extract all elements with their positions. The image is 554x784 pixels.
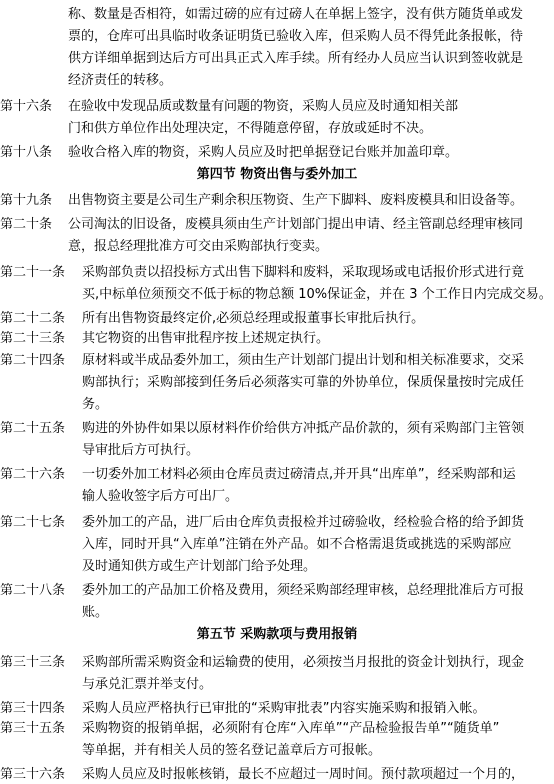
section-4-heading: 第四节 物资出售与委外加工 xyxy=(196,167,358,182)
clause-label: 第二十八条 xyxy=(0,583,66,598)
clause-line: 公司淘汰的旧设备，废模具须由生产计划部门提出申请、经主管副总经理审核同 xyxy=(68,217,524,232)
clause-line: 验收合格入库的物资，采购人员应及时把单据登记台账并加盖印章。 xyxy=(68,145,459,160)
clause-line: 采购人员应严格执行已审批的“采购审批表”内容实施采购和报销入帐。 xyxy=(82,701,486,716)
clause-label: 第二十七条 xyxy=(0,515,66,530)
clause-line: 及时通知供方或生产计划部门给予处理。 xyxy=(82,559,317,574)
clause-label: 第二十五条 xyxy=(0,421,66,436)
clause-label: 第二十二条 xyxy=(0,311,66,326)
clause-line: 导审批后方可执行。 xyxy=(82,443,200,458)
clause-line: 意，报总经理批准方可交由采购部执行变卖。 xyxy=(68,239,329,254)
clause-label: 第二十条 xyxy=(0,217,53,232)
clause-line: 与承兑汇票并举支付。 xyxy=(82,677,213,692)
clause-label: 第十九条 xyxy=(0,193,53,208)
clause-line: 所有出售物资最终定价,必须总经理或报董事长审批后执行。 xyxy=(82,311,425,326)
clause-label: 第十六条 xyxy=(0,99,53,114)
clause-line: 采购部所需采购资金和运输费的使用，必须按当月报批的资金计划执行，现金 xyxy=(82,655,525,670)
clause-label: 第二十六条 xyxy=(0,467,66,482)
clause-line: 购进的外协件如果以原材料作价给供方冲抵产品价款的，须有采购部门主管领 xyxy=(82,421,525,436)
clause-line: 原材料或半成品委外加工，须由生产计划部门提出计划和相关标准要求，交采 xyxy=(82,353,525,368)
clause-line: 委外加工的产品，进厂后由仓库负责报检并过磅验收，经检验合格的给予卸货 xyxy=(82,515,525,530)
clause-line: 一切委外加工材料必须由仓库员责过磅清点,并开具“出库单”，经采购部和运 xyxy=(82,467,516,482)
clause-line: 门和供方单位作出处理决定，不得随意停留，存放或延时不决。 xyxy=(68,121,433,136)
clause-label: 第二十一条 xyxy=(0,265,66,280)
clause-label: 第十八条 xyxy=(0,145,53,160)
clause-line: 出售物资主要是公司生产剩余积压物资、生产下脚料、废料废模具和旧设备等。 xyxy=(68,193,524,208)
clause-line: 务。 xyxy=(82,397,109,412)
section-5-heading: 第五节 采购款项与费用报销 xyxy=(196,627,358,642)
clause-line: 采购部负责以招投标方式出售下脚料和废料，采取现场或电话报价形式进行竟 xyxy=(82,265,525,280)
intro-line: 称、数量是否相符，如需过磅的应有过磅人在单据上签字，没有供方随货单或发 xyxy=(68,7,524,22)
clause-label: 第二十四条 xyxy=(0,353,66,368)
clause-label: 第三十三条 xyxy=(0,655,66,670)
clause-line: 在验收中发现品质或数量有问题的物资，采购人员应及时通知相关部 xyxy=(68,99,459,114)
clause-line: 委外加工的产品加工价格及费用，须经采购部经理审核，总经理批准后方可报 xyxy=(82,583,525,598)
intro-line: 经济责任的转移。 xyxy=(68,73,173,88)
intro-line: 供方详细单据到达后方可出具正式入库手续。所有经办人员应当认识到签收就是 xyxy=(68,51,524,66)
clause-label: 第三十四条 xyxy=(0,701,66,716)
clause-line: 等单据，并有相关人员的签名登记盖章后方可报帐。 xyxy=(82,743,382,758)
clause-label: 第三十六条 xyxy=(0,767,66,782)
clause-line: 采购物资的报销单据，必须附有仓库“入库单”“产品检验报告单”“随货单” xyxy=(82,721,500,736)
clause-line: 账。 xyxy=(82,605,109,620)
clause-line: 入库，同时开具“入库单”注销在外产品。如不合格需退货或挑选的采购部应 xyxy=(82,537,512,552)
clause-line: 输人验收签字后方可出厂。 xyxy=(82,489,239,504)
clause-line: 采购人员应及时报帐核销，最长不应超过一周时间。预付款项超过一个月的， xyxy=(82,767,525,782)
clause-line: 购部执行；采购部接到任务后必须落实可靠的外协单位，保质保量按时完成任 xyxy=(82,375,525,390)
clause-line: 买,中标单位须预交不低于标的物总额 10%保证金，并在 3 个工作日内完成交易。 xyxy=(82,287,552,302)
clause-label: 第二十三条 xyxy=(0,331,66,346)
clause-line: 其它物资的出售审批程序按上述规定执行。 xyxy=(82,331,330,346)
clause-label: 第三十五条 xyxy=(0,721,66,736)
intro-line: 票的，仓库可出具临时收条证明货已验收入库，但采购人员不得凭此条报帐，待 xyxy=(68,29,524,44)
